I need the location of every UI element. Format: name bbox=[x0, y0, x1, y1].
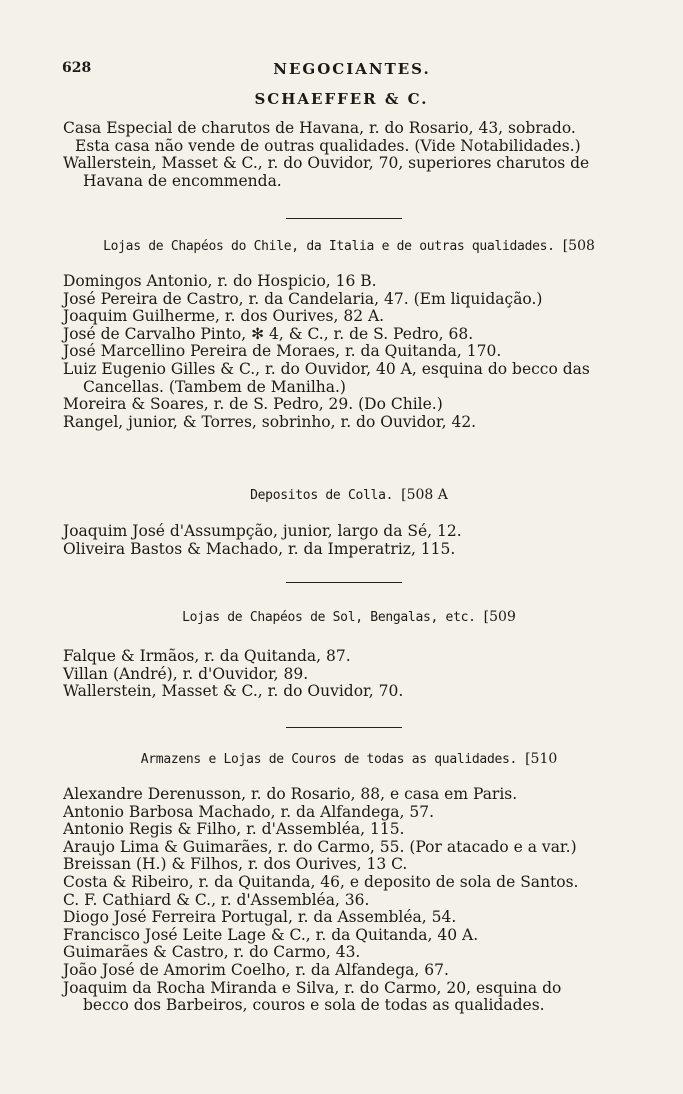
section-entries bbox=[63, 786, 635, 1015]
list-item: José Marcellino Pereira de Moraes, r. da Quitanda, 170. bbox=[63, 342, 502, 361]
list-item: Alexandre Derenusson, r. do Rosario, 88, e casa em Paris. bbox=[63, 785, 518, 803]
list-item: Cancellas. (Tambem de Manilha.) bbox=[83, 377, 346, 396]
list-item: Antonio Regis & Filho, r. d'Assembléa, 115. bbox=[63, 820, 405, 839]
list-item: José de Carvalho Pinto, ✻ 4, & C., r. de S. Pedro, 68. bbox=[63, 324, 474, 343]
firm-heading: SCHAEFFER & C. bbox=[254, 90, 429, 108]
section-entries bbox=[63, 273, 635, 431]
list-item: Wallerstein, Masset & C., r. do Ouvidor, 70, superiores charutos de bbox=[63, 154, 590, 173]
list-item: Wallerstein, Masset & C., r. do Ouvidor, 70. bbox=[63, 682, 404, 701]
list-item: Moreira & Soares, r. de S. Pedro, 29. (Do Chile.) bbox=[63, 395, 443, 414]
section-heading: Lojas de Chapéos de Sol, Bengalas, etc. [509 bbox=[182, 609, 516, 625]
section-entries bbox=[63, 648, 635, 701]
list-item: Havana de encommenda. bbox=[83, 171, 282, 190]
list-item: João José de Amorim Coelho, r. da Alfandega, 67. bbox=[63, 960, 449, 979]
list-item: Rangel, junior, & Torres, sobrinho, r. do Ouvidor, 42. bbox=[63, 412, 477, 431]
divider bbox=[286, 582, 402, 583]
list-item: José Pereira de Castro, r. da Candelaria, 47. (Em liquidação.) bbox=[63, 289, 543, 308]
list-item: Domingos Antonio, r. do Hospicio, 16 B. bbox=[63, 272, 377, 290]
running-header bbox=[62, 60, 642, 80]
list-item: Guimarães & Castro, r. do Carmo, 43. bbox=[63, 943, 361, 962]
list-item: Falque & Irmãos, r. da Quitanda, 87. bbox=[63, 647, 351, 665]
list-item: Araujo Lima & Guimarães, r. do Carmo, 55. (Por atacado e a var.) bbox=[63, 837, 577, 856]
divider bbox=[286, 727, 402, 728]
list-item: Luiz Eugenio Gilles & C., r. do Ouvidor, 40 A, esquina do becco das bbox=[63, 359, 590, 378]
list-item: becco dos Barbeiros, couros e sola de todas as qualidades. bbox=[83, 996, 545, 1015]
list-item: C. F. Cathiard & C., r. d'Assembléa, 36. bbox=[63, 890, 370, 909]
list-item: Joaquim da Rocha Miranda e Silva, r. do Carmo, 20, esquina do bbox=[63, 978, 562, 997]
list-item: Antonio Barbosa Machado, r. da Alfandega, 57. bbox=[63, 802, 435, 821]
list-item: Joaquim Guilherme, r. dos Ourives, 82 A. bbox=[63, 307, 385, 326]
list-item: Joaquim José d'Assumpção, junior, largo da Sé, 12. bbox=[63, 522, 462, 540]
list-item: Breissan (H.) & Filhos, r. dos Ourives, 13 C. bbox=[63, 855, 408, 874]
list-item: Casa Especial de charutos de Havana, r. do Rosario, 43, sobrado. bbox=[63, 119, 576, 137]
page-number: 628 bbox=[62, 60, 92, 76]
section-heading: Armazens e Lojas de Couros de todas as qualidades. [510 bbox=[140, 751, 558, 767]
list-item: Diogo José Ferreira Portugal, r. da Assembléa, 54. bbox=[63, 908, 457, 927]
section-heading: Depositos de Colla. [508 A bbox=[250, 487, 448, 503]
list-item: Esta casa não vende de outras qualidades. (Vide Notabilidades.) bbox=[75, 136, 581, 155]
list-item: Oliveira Bastos & Machado, r. da Imperatriz, 115. bbox=[63, 539, 456, 558]
divider bbox=[286, 218, 402, 219]
list-item: Villan (André), r. d'Ouvidor, 89. bbox=[63, 664, 309, 683]
section-entries bbox=[63, 523, 635, 558]
page-title: NEGOCIANTES. bbox=[273, 60, 431, 78]
firm-entries bbox=[63, 120, 635, 190]
section-heading: Lojas de Chapéos do Chile, da Italia e de outras qualidades. [508 bbox=[103, 238, 595, 254]
list-item: Costa & Ribeiro, r. da Quitanda, 46, e deposito de sola de Santos. bbox=[63, 872, 579, 891]
list-item: Francisco José Leite Lage & C., r. da Quitanda, 40 A. bbox=[63, 925, 479, 944]
